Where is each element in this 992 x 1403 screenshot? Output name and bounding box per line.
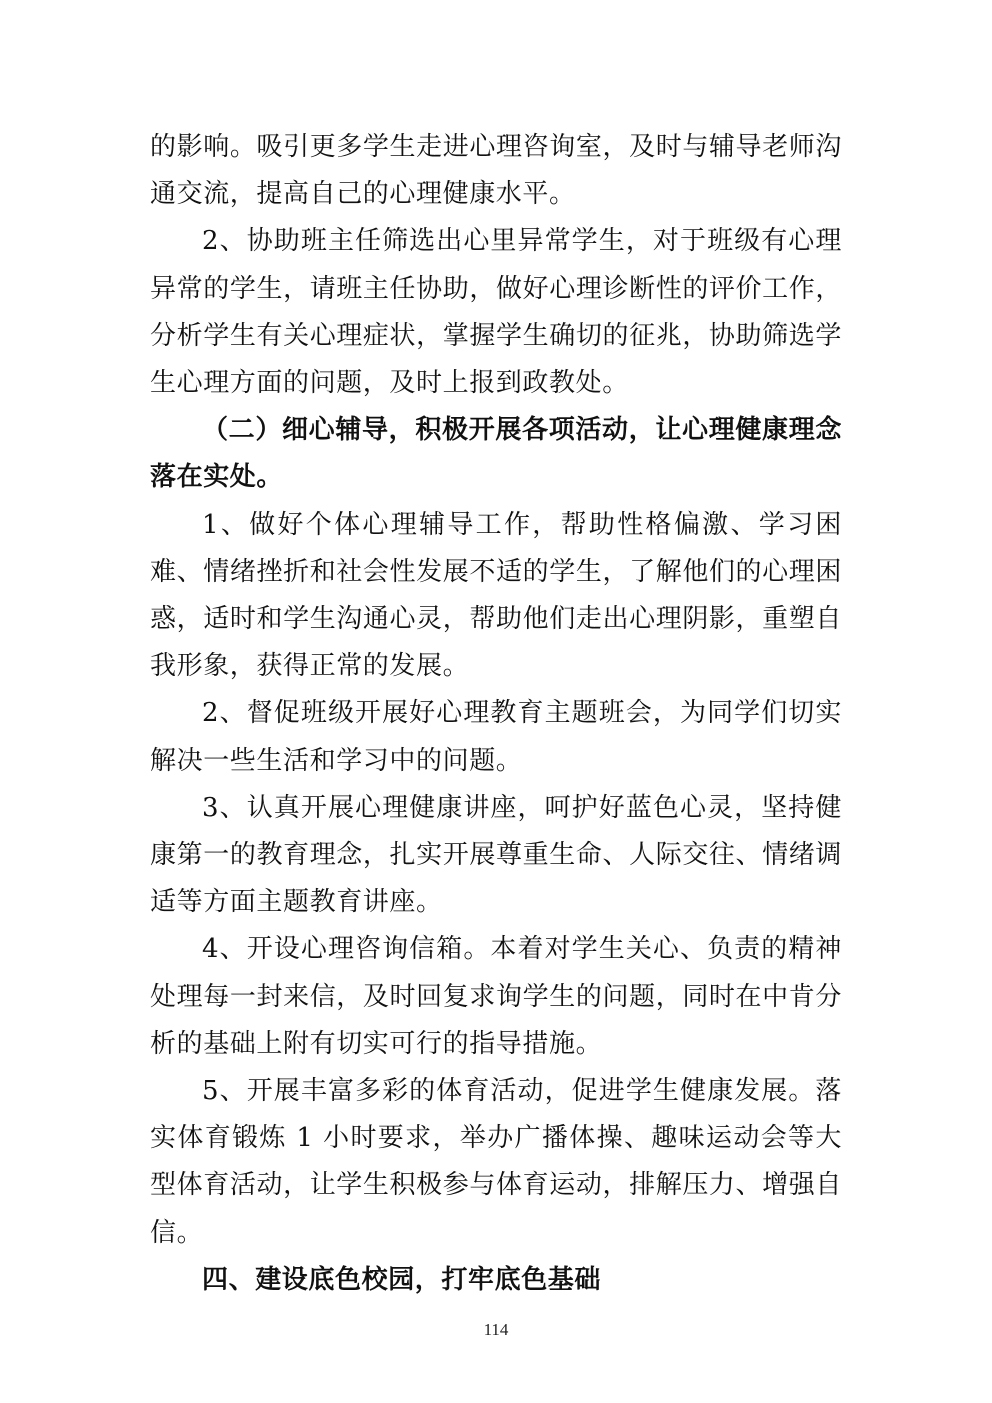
paragraph-item-5-sports: 5、开展丰富多彩的体育活动，促进学生健康发展。落实体育锻炼 1 小时要求，举办广播体操、趣味运动会等大型体育活动，让学生积极参与体育运动，排解压力、增强自信。 [150,1076,842,1248]
paragraph-continuation: 的影响。吸引更多学生走进心理咨询室，及时与辅导老师沟通交流，提高自己的心理健康水平。 [150,132,842,210]
paragraph-item-4-mailbox: 4、开设心理咨询信箱。本着对学生关心、负责的精神处理每一封来信，及时回复求询学生的问题，同时在中肯分析的基础上附有切实可行的指导措施。 [150,934,842,1059]
page-number: 114 [483,1320,509,1339]
paragraph-item-2-screening: 2、协助班主任筛选出心里异常学生，对于班级有心理异常的学生，请班主任协助，做好心理诊断性的评价工作，分析学生有关心理症状，掌握学生确切的征兆，协助筛选学生心理方面的问题，及时上报到政教处。 [150,226,842,399]
paragraph-item-1-counseling: 1、做好个体心理辅导工作，帮助性格偏激、学习困难、情绪挫折和社会性发展不适的学生，了解他们的心理困惑，适时和学生沟通心灵，帮助他们走出心理阴影，重塑自我形象，获得正常的发展。 [150,509,842,682]
paragraph-item-3-lectures: 3、认真开展心理健康讲座，呵护好蓝色心灵，坚持健康第一的教育理念，扎实开展尊重生命、人际交往、情绪调适等方面主题教育讲座。 [150,792,842,918]
section-heading-4: 四、建设底色校园，打牢底色基础 [202,1264,602,1295]
document-body [150,124,842,1304]
paragraph-item-2-class-meeting: 2、督促班级开展好心理教育主题班会，为同学们切实解决一些生活和学习中的问题。 [150,698,842,776]
section-heading-2: （二）细心辅导，积极开展各项活动，让心理健康理念落在实处。 [150,415,842,493]
